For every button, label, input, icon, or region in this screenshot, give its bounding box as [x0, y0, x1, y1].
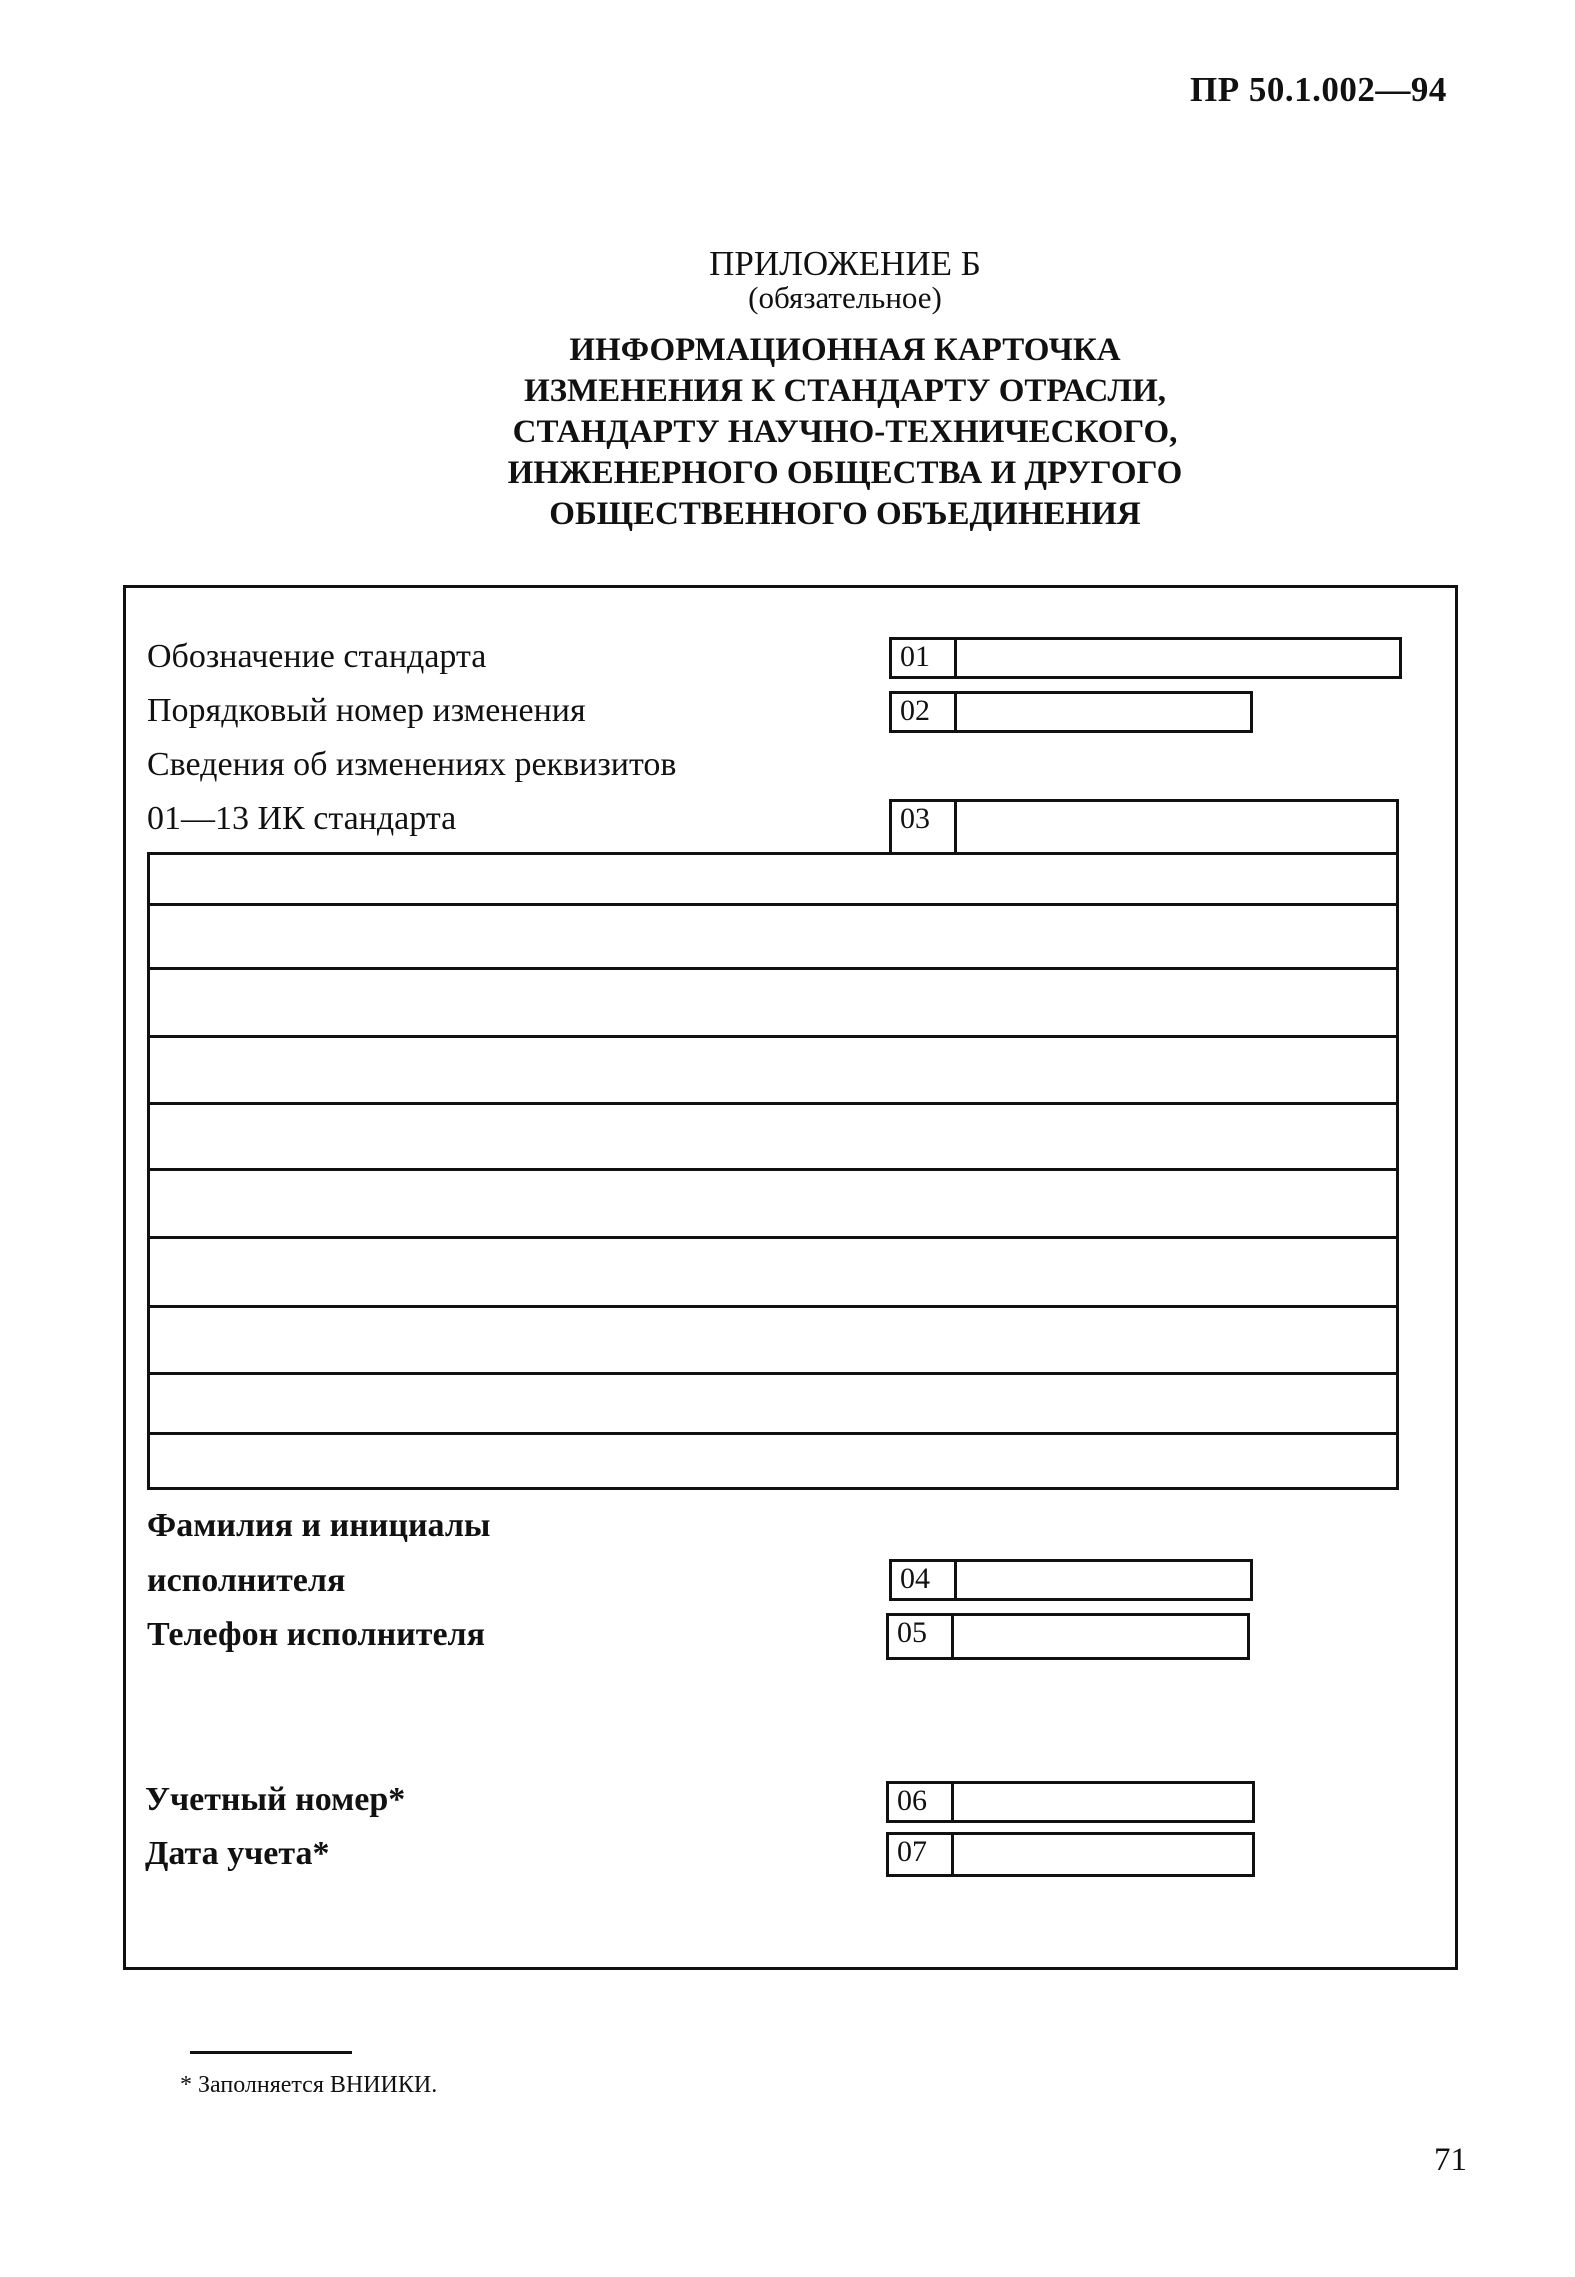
registration-number-label: Учетный номер* [145, 1781, 406, 1818]
details-grid[interactable] [147, 852, 1399, 1490]
details-code: 03 [889, 799, 957, 855]
details-header-field[interactable] [889, 799, 1399, 855]
grid-row-line [150, 1168, 1396, 1171]
standard-designation-label: Обозначение стандарта [147, 638, 487, 675]
registration-number-code: 06 [886, 1781, 954, 1823]
executor-phone-label: Телефон исполнителя [147, 1616, 486, 1653]
card-title-line-4: ИНЖЕНЕРНОГО ОБЩЕСТВА И ДРУГОГО [507, 455, 1183, 491]
details-intro-label: Сведения об изменениях реквизитов [147, 746, 677, 783]
grid-row-line [150, 903, 1396, 906]
grid-row-line [150, 1236, 1396, 1239]
page-number: 71 [1434, 2142, 1467, 2178]
card-title-line-1: ИНФОРМАЦИОННАЯ КАРТОЧКА [569, 332, 1121, 368]
executor-name-code: 04 [889, 1559, 957, 1601]
grid-row-line [150, 1305, 1396, 1308]
standard-designation-code: 01 [889, 637, 957, 679]
executor-phone-code: 05 [886, 1613, 954, 1660]
change-number-code: 02 [889, 691, 957, 733]
registration-date-code: 07 [886, 1832, 954, 1877]
card-title-line-3: СТАНДАРТУ НАУЧНО-ТЕХНИЧЕСКОГО, [512, 414, 1178, 450]
appendix-title: ПРИЛОЖЕНИЕ Б [709, 244, 981, 283]
details-label: 01—13 ИК стандарта [147, 800, 457, 837]
footnote: * Заполняется ВНИИКИ. [180, 2072, 438, 2098]
card-title-line-5: ОБЩЕСТВЕННОГО ОБЪЕДИНЕНИЯ [549, 496, 1141, 532]
change-number-label: Порядковый номер изменения [147, 692, 586, 729]
card-title-line-2: ИЗМЕНЕНИЯ К СТАНДАРТУ ОТРАСЛИ, [523, 373, 1167, 409]
grid-row-line [150, 1432, 1396, 1435]
registration-date-label: Дата учета* [145, 1835, 330, 1872]
executor-name-label-line1: Фамилия и инициалы [147, 1507, 491, 1544]
grid-row-line [150, 1035, 1396, 1038]
grid-row-line [150, 967, 1396, 970]
standard-designation-field[interactable] [889, 637, 1402, 679]
grid-row-line [150, 1102, 1396, 1105]
footnote-divider [190, 2051, 352, 2054]
document-code: ПР 50.1.002—94 [1190, 70, 1447, 109]
executor-name-label-line2: исполнителя [147, 1562, 346, 1599]
grid-row-line [150, 1372, 1396, 1375]
appendix-note: (обязательное) [748, 280, 942, 315]
